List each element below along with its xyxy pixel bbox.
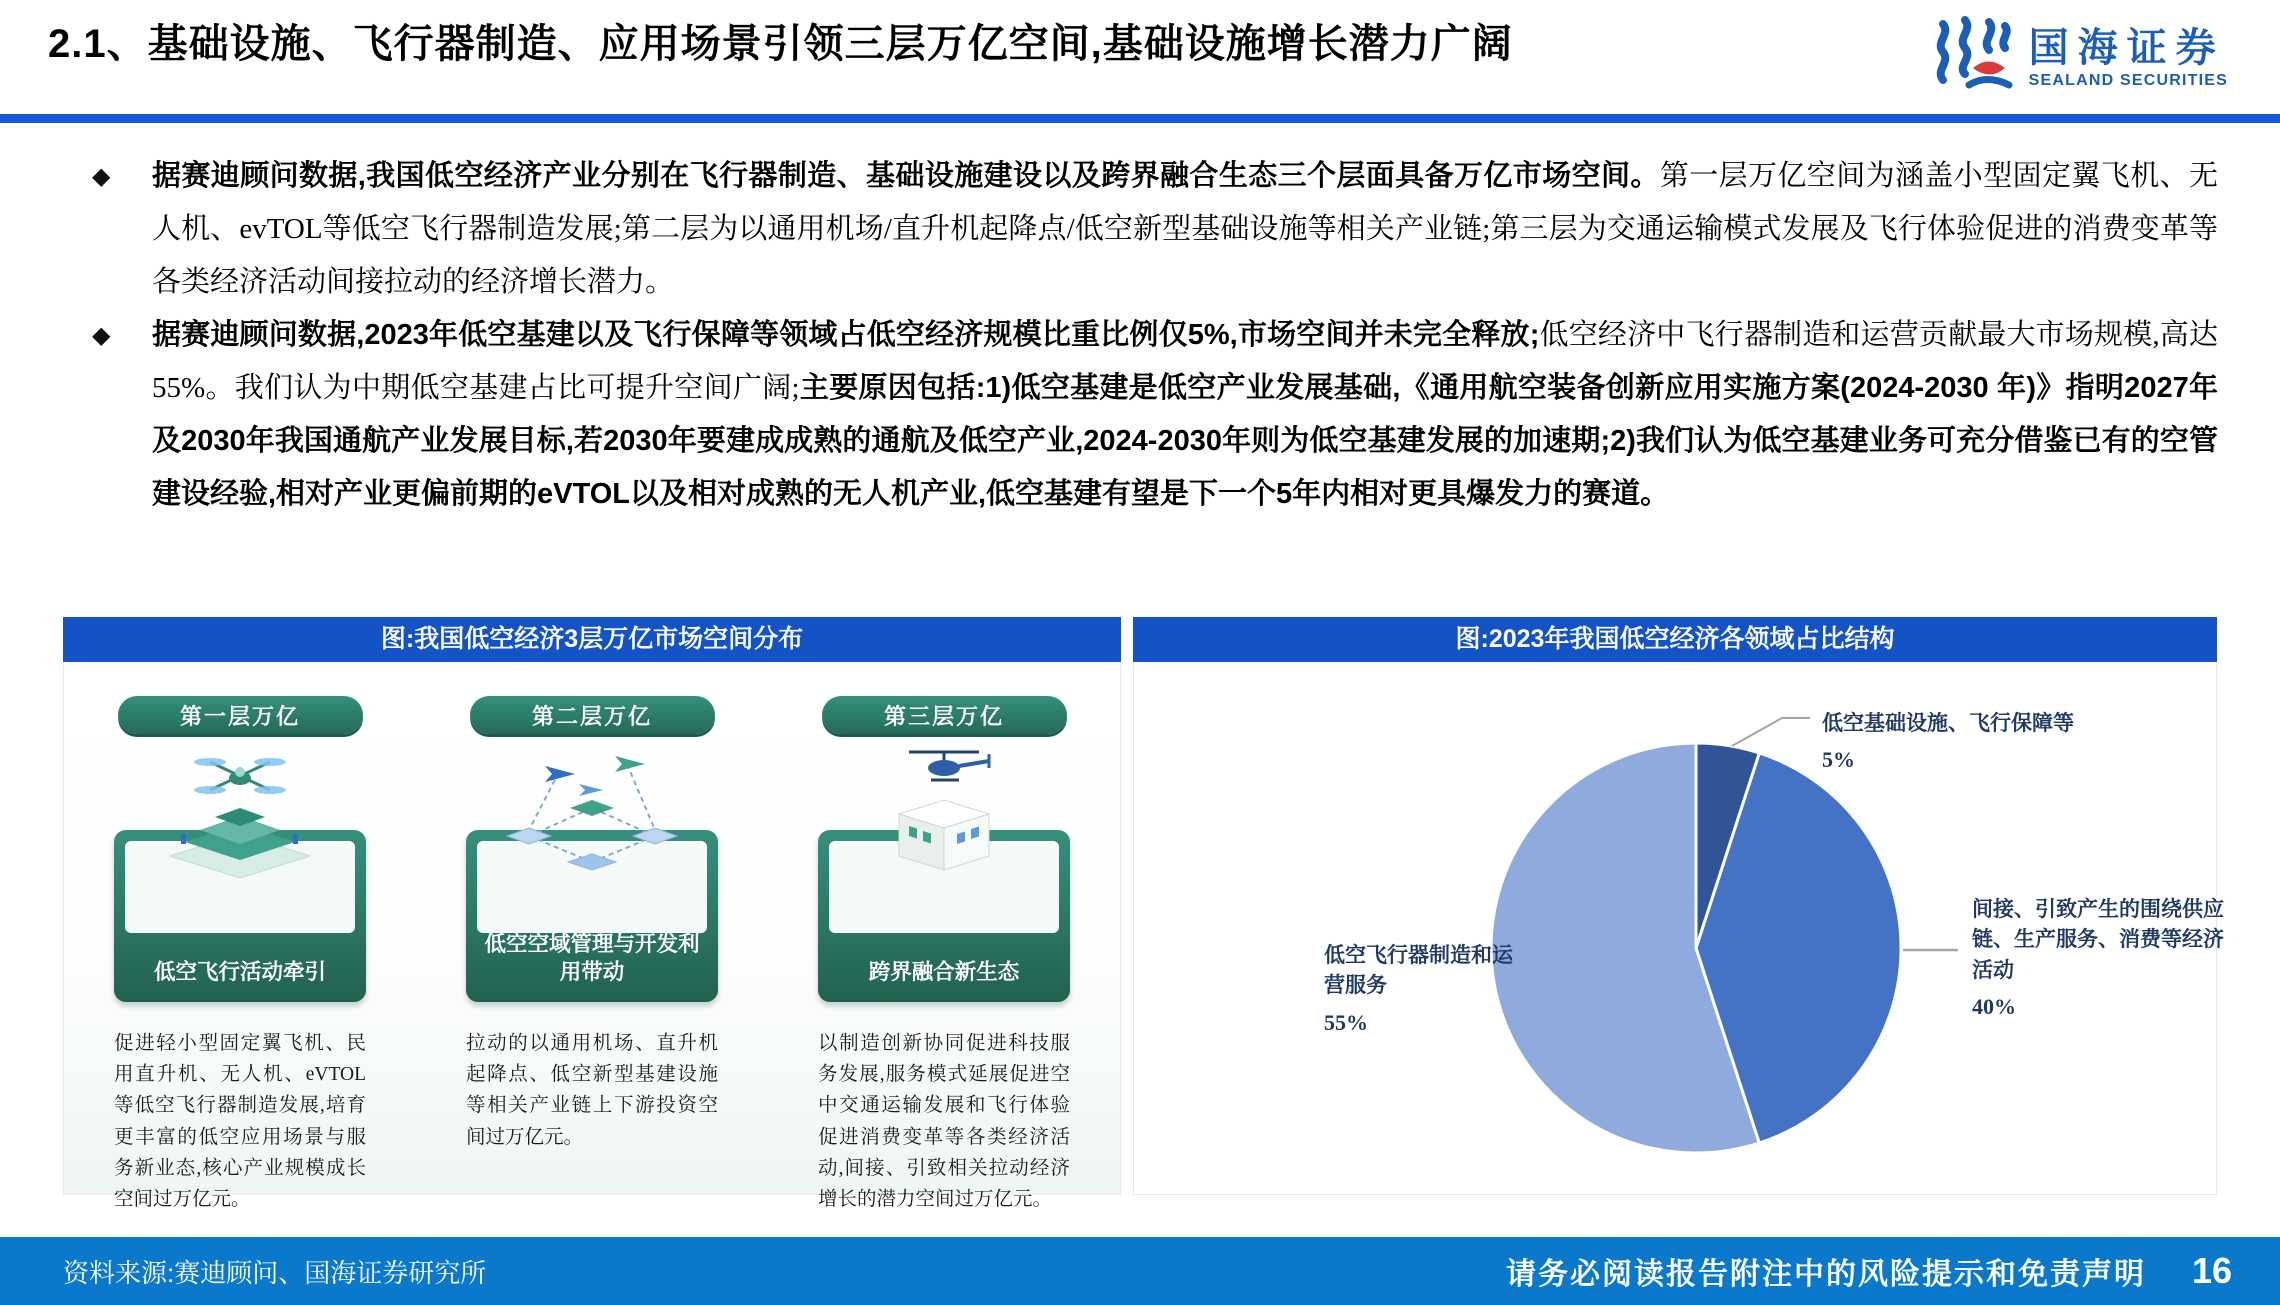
tier-1-badge-label: 第一层万亿 xyxy=(179,703,300,729)
pie-label-indirect-pct: 40% xyxy=(1972,994,2016,1020)
tier-1-column xyxy=(80,696,400,1215)
page-title: 2.1、基础设施、飞行器制造、应用场景引领三层万亿空间,基础设施增长潜力广阔 xyxy=(48,22,1513,66)
pie-chart xyxy=(1133,662,2224,1195)
pie-label-aircraft-pct: 55% xyxy=(1324,1009,1368,1035)
pie-label-infrastructure-text: 低空基础设施、飞行保障等 xyxy=(1822,711,2074,735)
market-space-figure xyxy=(63,617,1121,1210)
bullet-2-bold-1: 据赛迪顾问数据,2023年低空基建以及飞行保障等领域占低空经济规模比重比例仅5%,市场空间并未完全释放; xyxy=(152,319,1540,351)
logo-red-wave xyxy=(1973,62,2005,75)
source-note: 资料来源:赛迪顾问、国海证券研究所 xyxy=(63,1257,487,1288)
pie-figure xyxy=(1133,617,2224,1195)
tier-1-description: 促进轻小型固定翼飞机、民用直升机、无人机、eVTOL等低空飞行器制造发展,培育更丰富的低空应用场景与服务新业态,核心产业规模成长空间过万亿元。 xyxy=(114,1033,366,1210)
figures-row xyxy=(63,617,2224,1210)
diamond-bullet-icon: ◆ xyxy=(92,322,111,349)
pie-label-indirect xyxy=(1972,894,2228,1023)
leader-line-infrastructure xyxy=(1732,718,1810,746)
tier-2-badge xyxy=(470,696,715,734)
pie-label-infrastructure-pct: 5% xyxy=(1822,747,1855,773)
tier-3-column xyxy=(784,696,1104,1215)
sealand-logo-icon xyxy=(1931,16,2015,99)
bullet-2-regular: 低空经济中飞行器制造和运营贡献最大市场规模,高达55%。我们认为中期低空基建占比可提升空间广阔; xyxy=(152,319,2218,404)
summary-bullets xyxy=(90,150,2218,521)
tier-columns xyxy=(64,662,1120,1215)
tier-3-badge xyxy=(822,696,1067,734)
airspace-network-illustration xyxy=(467,738,717,888)
right-figure-title: 图:2023年我国低空经济各领域占比结构 xyxy=(1133,617,2217,662)
tier-2-description: 拉动的以通用机场、直升机起降点、低空新型基建设施等相关产业链上下游投资空间过万亿元。 xyxy=(466,1033,718,1148)
tier-3-description: 以制造创新协同促进科技服务发展,服务模式延展促进空中交通运输发展和飞行体验促进消费变革等各类经济活动,间接、引致相关拉动经济增长的潜力空间过万亿元。 xyxy=(818,1033,1070,1210)
tier-2-column xyxy=(432,696,752,1215)
bullet-1-bold: 据赛迪顾问数据,我国低空经济产业分别在飞行器制造、基础设施建设以及跨界融合生态三个层面具备万亿市场空间。 xyxy=(152,160,1660,192)
pie-label-aircraft-text: 低空飞行器制造和运营服务 xyxy=(1324,943,1513,998)
diamond-bullet-icon: ◆ xyxy=(92,163,111,190)
logo-name-cn: 国海证券 xyxy=(2028,25,2225,70)
pie-chart-area xyxy=(1134,662,2224,1194)
pie-label-aircraft xyxy=(1324,940,1529,1039)
bullet-2-bold-2: 主要原因包括:1)低空基建是低空产业发展基础,《通用航空装备创新应用实施方案(2024-2030 年)》指明2027年及2030年我国通航产业发展目标,若2030年要建成成熟的通航及低空产业,2024-2030年则为低空基建发展的加速期;2)我们认为低空基建业务可充分借鉴已有的空管建设经验,相对产业更偏前期的eVTOL以及相对成熟的无人机产业,低空基建有望是下一个5年内相对更具爆发力的赛道。 xyxy=(152,372,2219,510)
pie-label-infrastructure xyxy=(1822,708,2152,776)
footer-bar xyxy=(0,1237,2280,1305)
tier-3-card-label: 跨界融合新生态 xyxy=(868,960,1020,985)
bullet-2 xyxy=(90,309,2218,521)
sealand-logo xyxy=(1931,16,2228,99)
tier-1-card-label: 低空飞行活动牵引 xyxy=(153,960,326,985)
helicopter-building-illustration xyxy=(819,738,1069,888)
logo-name-en: SEALAND SECURITIES xyxy=(2028,71,2228,89)
bullet-1 xyxy=(90,150,2218,309)
logo-text xyxy=(2029,26,2228,90)
tier-2-badge-label: 第二层万亿 xyxy=(531,703,652,729)
page-number: 16 xyxy=(2191,1250,2232,1291)
left-figure-body xyxy=(63,662,1121,1210)
tier-3-badge-label: 第三层万亿 xyxy=(883,703,1004,729)
drone-platform-illustration xyxy=(115,738,365,888)
title-divider xyxy=(0,114,2280,123)
bullet-1-regular: 第一层万亿空间为涵盖小型固定翼飞机、无人机、evTOL等低空飞行器制造发展;第二层为以通用机场/直升机起降点/低空新型基础设施等相关产业链;第三层为交通运输模式发展及飞行体验促进的消费变革等各类经济活动间接拉动的经济增长潜力。 xyxy=(152,160,2218,298)
tier-1-badge xyxy=(118,696,363,734)
left-figure-title: 图:我国低空经济3层万亿市场空间分布 xyxy=(63,617,1121,662)
pie-label-indirect-text: 间接、引致产生的围绕供应链、生产服务、消费等经济活动 xyxy=(1972,897,2224,982)
disclaimer-text: 请务必阅读报告附注中的风险提示和免责声明 xyxy=(1505,1258,2146,1291)
tier-2-card-label: 低空空域管理与开发利用带动 xyxy=(484,932,700,985)
